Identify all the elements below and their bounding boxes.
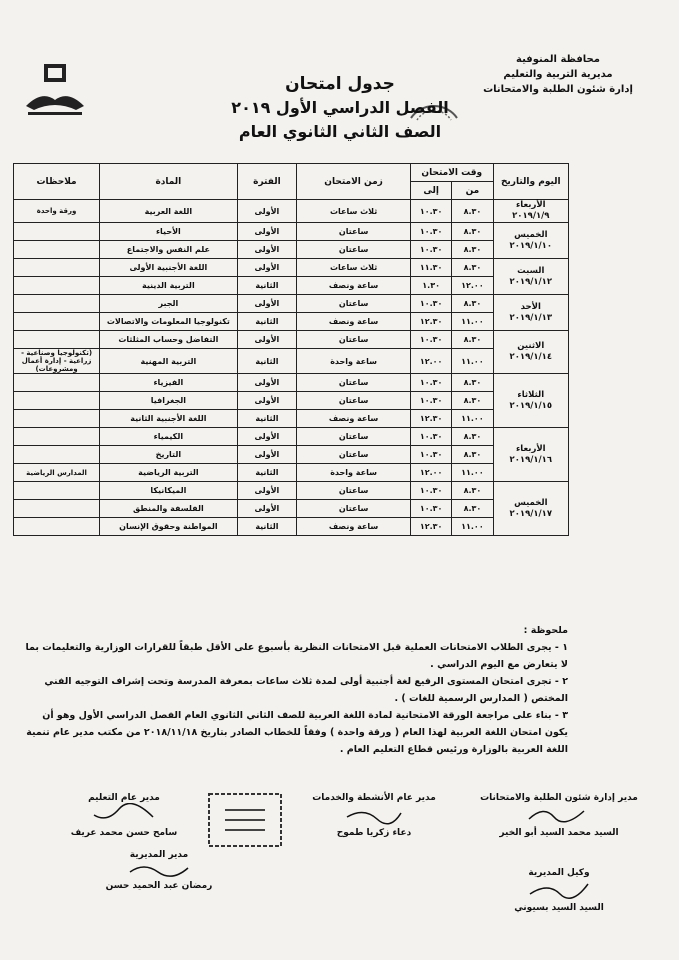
cell-duration: ثلاث ساعات <box>297 259 411 277</box>
cell-subject: الميكانيكا <box>100 482 237 500</box>
cell-period: الأولى <box>237 223 297 241</box>
cell-to: ١٠.٣٠ <box>411 482 452 500</box>
cell-from: ٨.٣٠ <box>452 200 493 223</box>
signature-block-director <box>69 850 249 891</box>
cell-duration: ساعة ونصف <box>297 410 411 428</box>
handwritten-signature-icon <box>524 803 594 825</box>
cell-to: ١.٣٠ <box>411 277 452 295</box>
cell-period: الأولى <box>237 295 297 313</box>
cell-note <box>14 374 100 392</box>
cell-note <box>14 313 100 331</box>
cell-subject: الكيمياء <box>100 428 237 446</box>
signature-title: وكيل المديرية <box>528 868 590 878</box>
cell-from: ٨.٣٠ <box>452 295 493 313</box>
table-row <box>14 392 569 410</box>
cell-note <box>14 331 100 349</box>
cell-from: ٨.٣٠ <box>452 392 493 410</box>
directorate-name: مديرية التربية والتعليم <box>503 69 613 80</box>
cell-note: (تكنولوجيا وصناعية - زراعية - إدارة أعمال ومشروعات) <box>14 349 100 374</box>
cell-duration: ساعة ونصف <box>297 277 411 295</box>
day-date: ٢٠١٩/١/١٢ <box>509 276 553 287</box>
cell-duration: ساعتان <box>297 392 411 410</box>
document-title: جدول امتحان <box>285 74 395 94</box>
cell-to: ١٠.٣٠ <box>411 428 452 446</box>
cell-from: ٨.٣٠ <box>452 482 493 500</box>
cell-from: ٨.٣٠ <box>452 223 493 241</box>
day-date: ٢٠١٩/١/١٥ <box>509 400 553 411</box>
table-row <box>14 518 569 536</box>
cell-from: ٨.٣٠ <box>452 374 493 392</box>
signature-name: دعاء زكريا طموح <box>336 828 412 838</box>
cell-to: ١٠.٣٠ <box>411 295 452 313</box>
cell-from: ١١.٠٠ <box>452 313 493 331</box>
cell-from: ١٢.٠٠ <box>452 277 493 295</box>
handwritten-signature-icon <box>89 803 159 825</box>
cell-to: ١٢.٣٠ <box>411 313 452 331</box>
cell-subject: التربية الدينية <box>100 277 237 295</box>
table-row <box>14 259 569 277</box>
day-date-cell <box>493 295 568 331</box>
cell-to: ١٠.٣٠ <box>411 200 452 223</box>
cell-period: الثانية <box>237 277 297 295</box>
signature-title: مدير عام الأنشطة والخدمات <box>312 793 436 803</box>
table-row <box>14 464 569 482</box>
cell-note <box>14 446 100 464</box>
cell-period: الثانية <box>237 410 297 428</box>
signature-name: السيد محمد السيد أبو الخير <box>499 828 619 838</box>
cell-from: ٨.٣٠ <box>452 446 493 464</box>
cell-note: المدارس الرياضية <box>14 464 100 482</box>
table-row <box>14 410 569 428</box>
table-row <box>14 223 569 241</box>
day-date-cell <box>493 374 568 428</box>
col-from-header: من <box>452 182 493 200</box>
cell-from: ٨.٣٠ <box>452 259 493 277</box>
cell-from: ٨.٣٠ <box>452 428 493 446</box>
cell-to: ١٠.٣٠ <box>411 223 452 241</box>
cell-subject: التفاضل وحساب المثلثات <box>100 331 237 349</box>
col-time-header: وقت الامتحان <box>411 164 494 182</box>
table-row <box>14 349 569 374</box>
cell-note <box>14 410 100 428</box>
table-row <box>14 374 569 392</box>
day-date: ٢٠١٩/١/١٦ <box>509 454 553 465</box>
note-3: ٣ - بناء على مراجعة الورقة الامتحانية لمادة اللغة العربية للصف الثاني الثانوي العام الفصل الدراسي الأول وهو أن يكون امتحان اللغة العربية لهذا العام ( ورقة واحدة ) وفقاً للخطاب الصادر بتاريخ ٢٠١٨/١١/١٨ من مكتب مدير عام تنمية اللغة العربية بالوزارة ورئيس قطاع التعليم العام . <box>26 710 568 755</box>
table-row <box>14 200 569 223</box>
signature-title: مدير عام التعليم <box>88 793 160 803</box>
cell-duration: ساعة واحدة <box>297 464 411 482</box>
cell-note <box>14 259 100 277</box>
cell-to: ١٢.٣٠ <box>411 410 452 428</box>
cell-period: الأولى <box>237 200 297 223</box>
cell-duration: ساعتان <box>297 500 411 518</box>
cell-from: ١١.٠٠ <box>452 518 493 536</box>
cell-to: ١٠.٣٠ <box>411 500 452 518</box>
cell-duration: ساعة ونصف <box>297 518 411 536</box>
document-title-block <box>150 72 530 144</box>
day-date-cell <box>493 482 568 536</box>
cell-period: الأولى <box>237 428 297 446</box>
cell-duration: ساعتان <box>297 446 411 464</box>
col-to-header: إلى <box>411 182 452 200</box>
signature-title: مدير المديرية <box>129 850 189 860</box>
day-date-cell <box>493 428 568 482</box>
cell-duration: ساعتان <box>297 482 411 500</box>
cell-subject: اللغة الأجنبية الأولى <box>100 259 237 277</box>
day-date-cell <box>493 223 568 259</box>
cell-period: الأولى <box>237 259 297 277</box>
col-duration-header: زمن الامتحان <box>297 164 411 200</box>
cell-period: الثانية <box>237 313 297 331</box>
cell-duration: ثلاث ساعات <box>297 200 411 223</box>
cell-duration: ساعة واحدة <box>297 349 411 374</box>
day-name: الأربعاء <box>515 200 546 210</box>
cell-to: ١٢.٣٠ <box>411 518 452 536</box>
day-name: الأربعاء <box>515 443 546 454</box>
note-1: ١ - يجرى الطلاب الامتحانات العملية قبل الامتحانات النظرية بأسبوع على الأقل طبقاً للقرارات الوزارية والتعليمات بما لا يتعارض مع اليوم الدراسي . <box>25 642 568 670</box>
notes-section <box>16 622 568 758</box>
cell-duration: ساعتان <box>297 223 411 241</box>
cell-subject: التربية المهنية <box>100 349 237 374</box>
table-row <box>14 241 569 259</box>
grade-title: الصف الثاني الثانوي العام <box>238 122 442 141</box>
table-row <box>14 295 569 313</box>
cell-note: ورقة واحدة <box>14 200 100 223</box>
cell-to: ١٠.٣٠ <box>411 374 452 392</box>
cell-period: الأولى <box>237 482 297 500</box>
department-name: إدارة شئون الطلبة والامتحانات <box>483 84 633 95</box>
table-row <box>14 428 569 446</box>
cell-subject: اللغة الأجنبية الثانية <box>100 410 237 428</box>
cell-duration: ساعتان <box>297 428 411 446</box>
cell-to: ١٠.٣٠ <box>411 446 452 464</box>
day-date-cell <box>493 259 568 295</box>
cell-subject: التاريخ <box>100 446 237 464</box>
col-subject-header: المادة <box>100 164 237 200</box>
exam-schedule-table <box>13 163 569 536</box>
official-stamp-icon <box>205 790 285 850</box>
cell-to: ١١.٣٠ <box>411 259 452 277</box>
cell-subject: الفلسفة والمنطق <box>100 500 237 518</box>
day-date: ٢٠١٩/١/١٣ <box>509 312 553 323</box>
cell-subject: علم النفس والاجتماع <box>100 241 237 259</box>
cell-period: الثانية <box>237 464 297 482</box>
day-date-cell <box>493 200 568 223</box>
cell-period: الأولى <box>237 374 297 392</box>
table-row <box>14 446 569 464</box>
signature-block-education <box>39 793 209 838</box>
day-name: الخميس <box>514 497 548 508</box>
cell-period: الأولى <box>237 392 297 410</box>
day-name: الأحد <box>520 301 541 312</box>
cell-to: ١٠.٣٠ <box>411 392 452 410</box>
cell-note <box>14 428 100 446</box>
cell-subject: الجغرافيا <box>100 392 237 410</box>
cell-from: ١١.٠٠ <box>452 410 493 428</box>
day-name: السبت <box>517 265 545 276</box>
cell-note <box>14 518 100 536</box>
table-row <box>14 313 569 331</box>
cell-from: ١١.٠٠ <box>452 464 493 482</box>
cell-to: ١٢.٠٠ <box>411 349 452 374</box>
cell-to: ١٠.٣٠ <box>411 241 452 259</box>
cell-from: ١١.٠٠ <box>452 349 493 374</box>
note-2: ٢ - تجرى امتحان المستوى الرفيع لغة أجنبية أولى لمدة ثلاث ساعات بمعرفة المدرسة وتحت إشراف التوجيه الفني المختص ( المدارس الرسمية للغات ) . <box>44 676 568 704</box>
table-row <box>14 482 569 500</box>
cell-subject: الفيزياء <box>100 374 237 392</box>
cell-period: الأولى <box>237 446 297 464</box>
cell-from: ٨.٣٠ <box>452 331 493 349</box>
day-date-cell <box>493 331 568 374</box>
day-date: ٢٠١٩/١/٩ <box>512 211 550 221</box>
cell-subject: التربية الرياضية <box>100 464 237 482</box>
notes-label: ملحوظة : <box>523 625 568 636</box>
cell-note <box>14 277 100 295</box>
cell-period: الأولى <box>237 500 297 518</box>
cell-to: ١٠.٣٠ <box>411 331 452 349</box>
cell-note <box>14 500 100 518</box>
day-date: ٢٠١٩/١/١٠ <box>509 240 553 251</box>
handwritten-signature-icon <box>339 803 409 825</box>
signature-name: رمضان عبد الحميد حسن <box>105 881 213 891</box>
semester-title: الفصل الدراسي الأول ٢٠١٩ <box>231 98 449 117</box>
col-day-header: اليوم والتاريخ <box>493 164 568 200</box>
day-name: الثلاثاء <box>517 389 545 400</box>
governorate-name: محافظة المنوفية <box>516 54 600 65</box>
cell-subject: الأحياء <box>100 223 237 241</box>
table-row <box>14 500 569 518</box>
cell-period: الثانية <box>237 349 297 374</box>
cell-duration: ساعتان <box>297 374 411 392</box>
cell-duration: ساعة ونصف <box>297 313 411 331</box>
cell-period: الأولى <box>237 331 297 349</box>
signature-block-exams <box>469 793 649 838</box>
cell-duration: ساعتان <box>297 241 411 259</box>
cell-note <box>14 295 100 313</box>
cell-period: الثانية <box>237 518 297 536</box>
table-row <box>14 277 569 295</box>
cell-subject: تكنولوجيا المعلومات والاتصالات <box>100 313 237 331</box>
handwritten-signature-icon <box>524 878 594 900</box>
cell-subject: الجبر <box>100 295 237 313</box>
cell-note <box>14 223 100 241</box>
ministry-logo-icon <box>20 60 90 120</box>
cell-subject: اللغة العربية <box>100 200 237 223</box>
cell-note <box>14 392 100 410</box>
cell-note <box>14 482 100 500</box>
signature-block-activities <box>289 793 459 838</box>
day-name: الاثنين <box>517 341 545 351</box>
cell-to: ١٢.٠٠ <box>411 464 452 482</box>
col-notes-header: ملاحظات <box>14 164 100 200</box>
table-row <box>14 331 569 349</box>
cell-period: الأولى <box>237 241 297 259</box>
signature-name: سامح حسن محمد عريف <box>70 828 178 838</box>
signature-name: السيد السيد بسيوني <box>514 903 604 913</box>
cell-duration: ساعتان <box>297 331 411 349</box>
cell-note <box>14 241 100 259</box>
signature-block-deputy <box>469 868 649 913</box>
cell-duration: ساعتان <box>297 295 411 313</box>
signature-title: مدير إدارة شئون الطلبة والامتحانات <box>480 793 638 803</box>
day-date: ٢٠١٩/١/١٧ <box>509 508 553 519</box>
day-date: ٢٠١٩/١/١٤ <box>509 352 553 362</box>
cell-from: ٨.٣٠ <box>452 500 493 518</box>
col-period-header: الفترة <box>237 164 297 200</box>
cell-from: ٨.٣٠ <box>452 241 493 259</box>
cell-subject: المواطنة وحقوق الإنسان <box>100 518 237 536</box>
day-name: الخميس <box>514 229 548 240</box>
handwritten-signature-icon <box>124 860 194 878</box>
